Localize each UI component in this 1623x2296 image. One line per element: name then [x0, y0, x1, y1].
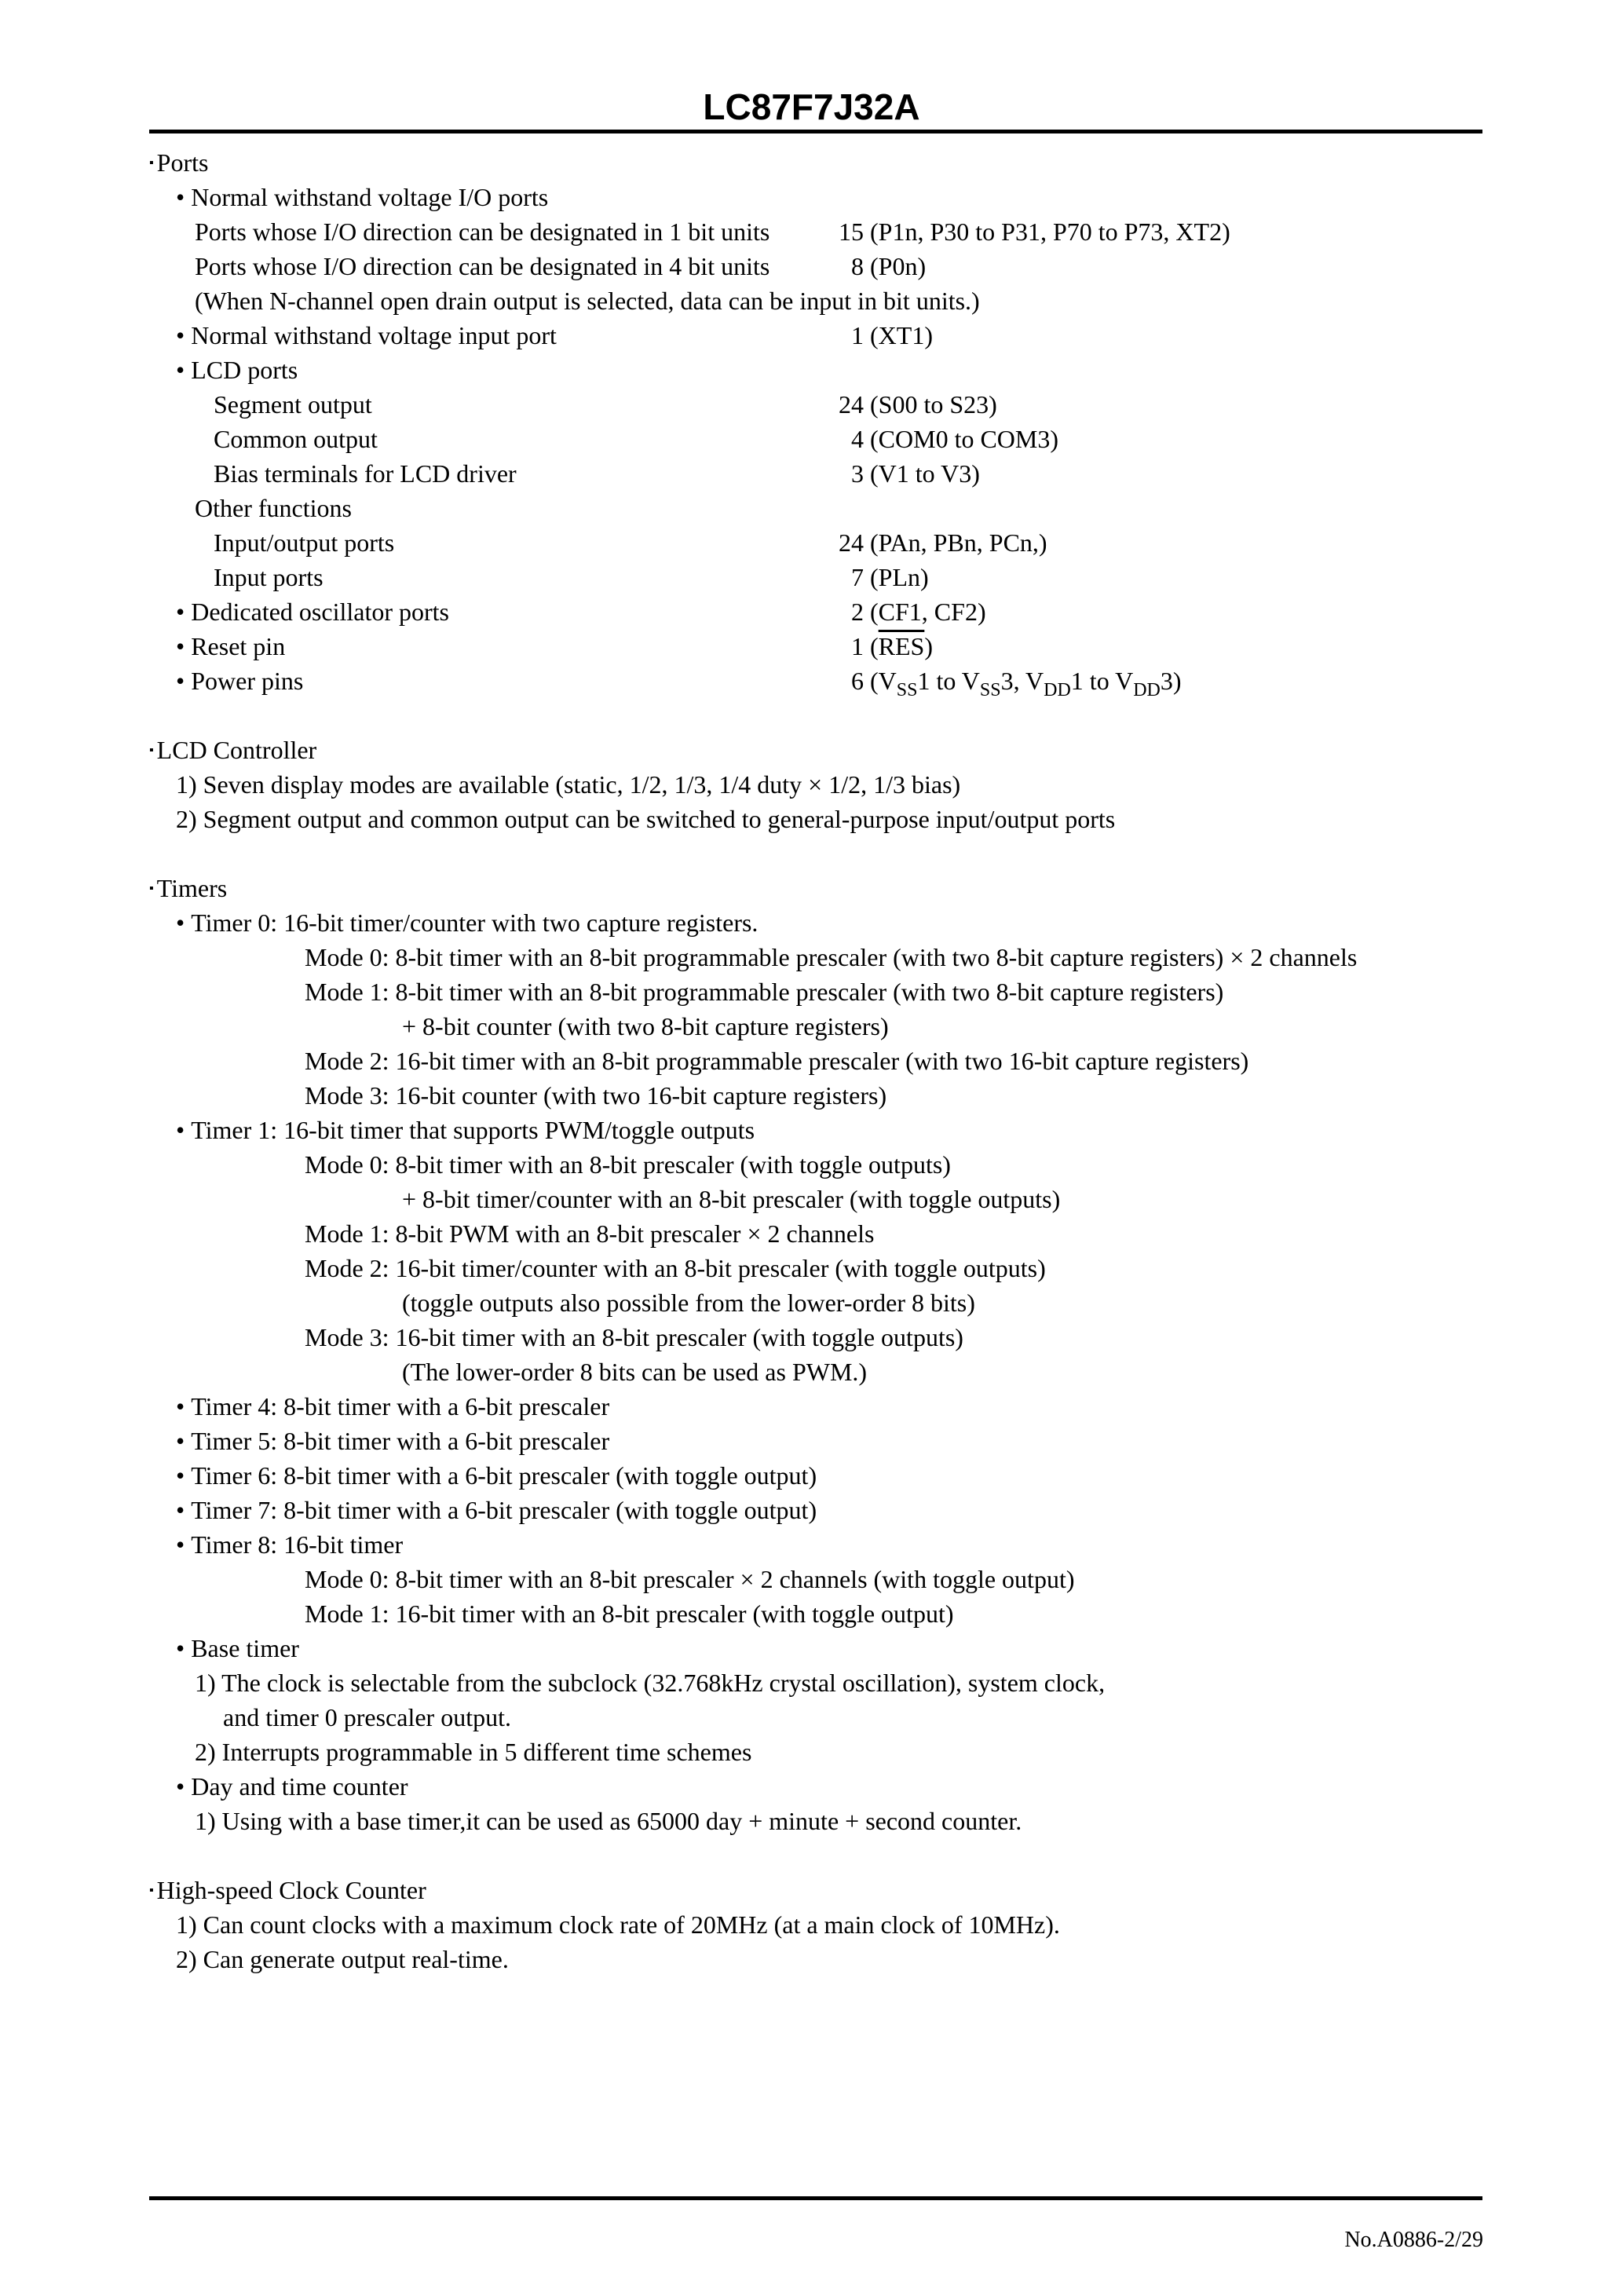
power-label: • Power pins — [176, 665, 303, 696]
timer1-mode3: Mode 3: 16-bit timer with an 8-bit prescaler (with toggle outputs) — [305, 1323, 963, 1351]
timer0-mode0: Mode 0: 8-bit timer with an 8-bit programmable prescaler (with two 8-bit capture registers) × 2 channels — [305, 943, 1358, 971]
page-title: LC87F7J32A — [703, 86, 920, 127]
timer0-mode1-cont: + 8-bit counter (with two 8-bit capture registers) — [402, 1012, 889, 1040]
timer0-mode3: Mode 3: 16-bit counter (with two 16-bit capture registers) — [305, 1081, 887, 1110]
power-value: 6 ($V_{SS}1$ to $V_{SS}3$, $V_{DD}1$ to $V_{DD}3$) — [851, 667, 1182, 700]
common-label: Common output — [214, 425, 378, 453]
day-counter-item1: 1) Using with a base timer,it can be used as 65000 day + minute + second counter. — [195, 1807, 1022, 1835]
oscillator-label: • Dedicated oscillator ports — [176, 596, 449, 627]
oscillator-value: 2 (CF1, CF2) — [851, 598, 986, 626]
timer4-label: • Timer 4: 8-bit timer with a 6-bit prescaler — [176, 1391, 609, 1422]
base-timer-item1-cont: and timer 0 prescaler output. — [223, 1703, 511, 1731]
hs-counter-item: 1) Can count clocks with a maximum clock rate of 20MHz (at a main clock of 10MHz). — [176, 1910, 1060, 1939]
segment-value: 24 (S00 to S23) — [839, 390, 997, 419]
base-timer-item1: 1) The clock is selectable from the subclock (32.768kHz crystal oscillation), system clock, — [195, 1669, 1106, 1697]
hs-counter-heading: ▪ High-speed Clock Counter — [149, 1874, 426, 1911]
reset-value: 1 $(\overline{RES})$ — [851, 632, 933, 660]
timer8-mode0: Mode 0: 8-bit timer with an 8-bit prescaler × 2 channels (with toggle output) — [305, 1565, 1075, 1593]
timer7-label: • Timer 7: 8-bit timer with a 6-bit prescaler (with toggle output) — [176, 1494, 817, 1526]
bit4-label: Ports whose I/O direction can be designated in 4 bit units — [195, 252, 770, 280]
timer0-label: • Timer 0: 16-bit timer/counter with two capture registers. — [176, 907, 758, 938]
base-timer-label: • Base timer — [176, 1632, 299, 1664]
timer0-mode1: Mode 1: 8-bit timer with an 8-bit programmable prescaler (with two 8-bit capture registers) — [305, 978, 1224, 1006]
reset-label: • Reset pin — [176, 631, 285, 662]
bias-value: 3 (V1 to V3) — [851, 459, 980, 488]
timer1-mode3-cont: (The lower-order 8 bits can be used as PWM.) — [402, 1358, 868, 1386]
open-drain-note: (When N-channel open drain output is selected, data can be input in bit units.) — [195, 287, 980, 315]
header-rule — [149, 130, 1482, 133]
normal-io-label: • Normal withstand voltage I/O ports — [176, 181, 548, 213]
timer1-mode1: Mode 1: 8-bit PWM with an 8-bit prescaler × 2 channels — [305, 1219, 875, 1248]
timer8-mode1: Mode 1: 16-bit timer with an 8-bit prescaler (with toggle output) — [305, 1600, 954, 1628]
lcd-controller-heading: ▪ LCD Controller — [149, 734, 316, 771]
timer1-label: • Timer 1: 16-bit timer that supports PWM/toggle outputs — [176, 1114, 755, 1146]
day-counter-label: • Day and time counter — [176, 1771, 408, 1802]
reset-signal: $\overline{RES}$ — [878, 632, 925, 660]
normal-input-value: 1 (XT1) — [851, 321, 933, 349]
bit4-value: 8 (P0n) — [851, 252, 927, 280]
input-ports-value: 7 (PLn) — [851, 563, 929, 591]
timer1-mode2-cont: (toggle outputs also possible from the lower-order 8 bits) — [402, 1289, 975, 1317]
bias-label: Bias terminals for LCD driver — [214, 459, 517, 488]
io-ports-label: Input/output ports — [214, 528, 395, 557]
lcd-controller-item: 2) Segment output and common output can be switched to general-purpose input/output ports — [176, 805, 1116, 833]
io-ports-value: 24 (PAn, PBn, PCn,) — [839, 528, 1047, 557]
timer1-mode0: Mode 0: 8-bit timer with an 8-bit prescaler (with toggle outputs) — [305, 1150, 951, 1179]
other-functions-label: Other functions — [195, 494, 352, 522]
timers-heading: ▪ Timers — [149, 872, 227, 909]
timer0-mode2: Mode 2: 16-bit timer with an 8-bit programmable prescaler (with two 16-bit capture registers) — [305, 1047, 1249, 1075]
timer1-mode2: Mode 2: 16-bit timer/counter with an 8-bit prescaler (with toggle outputs) — [305, 1254, 1046, 1282]
common-value: 4 (COM0 to COM3) — [851, 425, 1059, 453]
footer-rule — [149, 2196, 1482, 2200]
page-number: No.A0886-2/29 — [1344, 2228, 1483, 2252]
bit1-value: 15 (P1n, P30 to P31, P70 to P73, XT2) — [839, 218, 1230, 246]
base-timer-item2: 2) Interrupts programmable in 5 different time schemes — [195, 1738, 752, 1766]
segment-label: Segment output — [214, 390, 372, 419]
lcd-controller-item: 1) Seven display modes are available (static, 1/2, 1/3, 1/4 duty × 1/2, 1/3 bias) — [176, 770, 961, 799]
timer8-label: • Timer 8: 16-bit timer — [176, 1529, 403, 1560]
lcd-ports-label: • LCD ports — [176, 354, 298, 386]
bit1-label: Ports whose I/O direction can be designated in 1 bit units — [195, 218, 770, 246]
input-ports-label: Input ports — [214, 563, 324, 591]
timer5-label: • Timer 5: 8-bit timer with a 6-bit prescaler — [176, 1425, 609, 1457]
normal-input-label: • Normal withstand voltage input port — [176, 320, 557, 351]
timer6-label: • Timer 6: 8-bit timer with a 6-bit prescaler (with toggle output) — [176, 1460, 817, 1491]
ports-heading: ▪ Ports — [149, 147, 208, 184]
hs-counter-item: 2) Can generate output real-time. — [176, 1945, 509, 1973]
timer1-mode0-cont: + 8-bit timer/counter with an 8-bit prescaler (with toggle outputs) — [402, 1185, 1061, 1213]
